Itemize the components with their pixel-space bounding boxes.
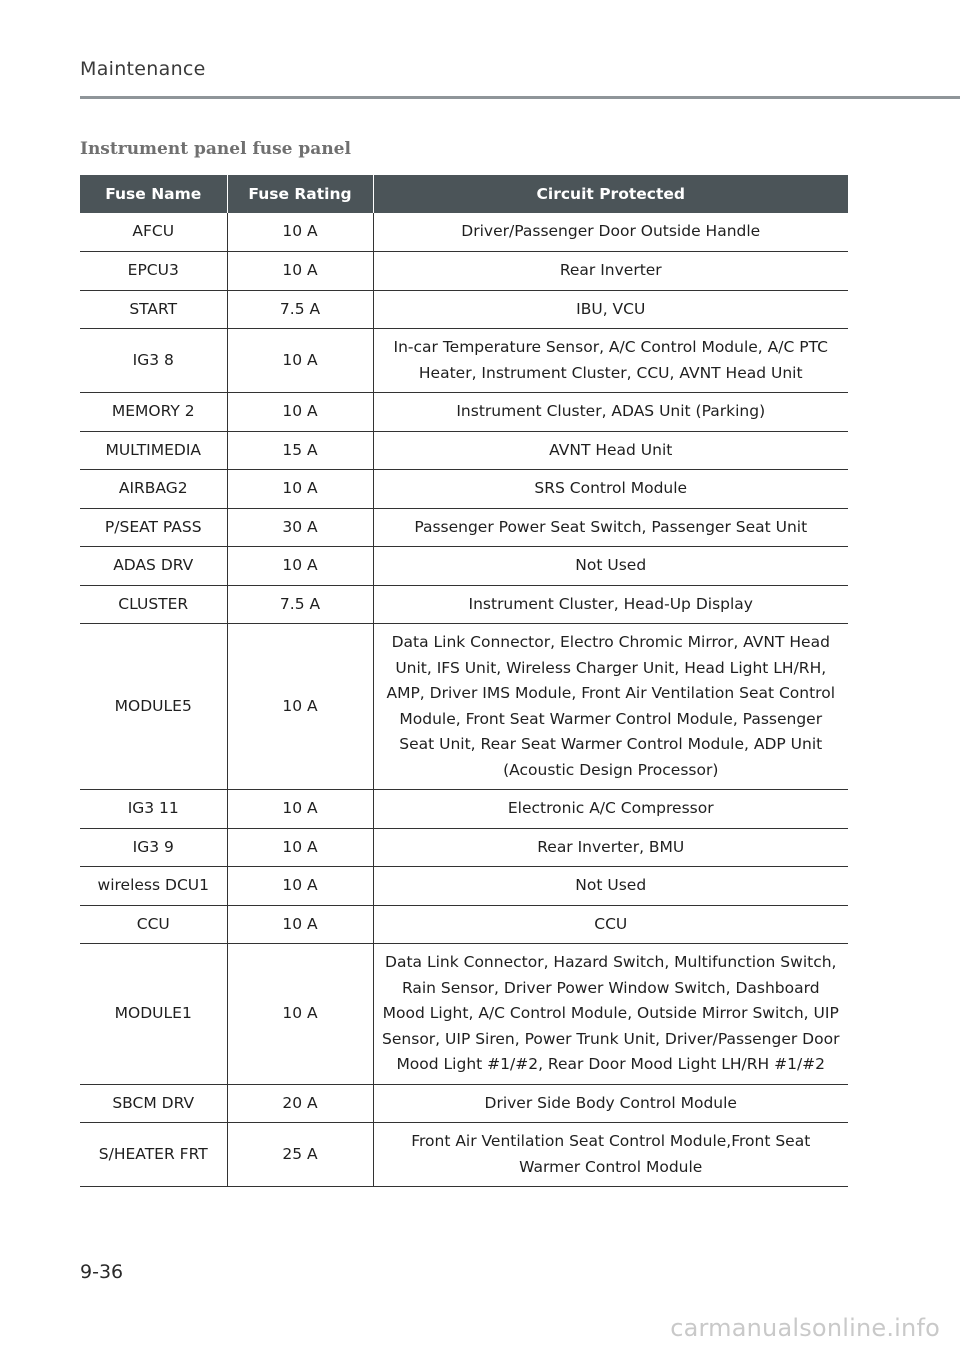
fuse-rating-cell: 10 A — [227, 867, 373, 906]
fuse-rating-cell: 7.5 A — [227, 290, 373, 329]
circuit-protected-cell: Driver/Passenger Door Outside Handle — [373, 213, 848, 252]
fuse-rating-cell: 7.5 A — [227, 585, 373, 624]
fuse-rating-cell: 10 A — [227, 905, 373, 944]
circuit-protected-cell: In-car Temperature Sensor, A/C Control Module, A/C PTC Heater, Instrument Cluster, CCU, AVNT Head Unit — [373, 329, 848, 393]
page-number: 9-36 — [80, 1261, 124, 1283]
fuse-name-cell: CCU — [80, 905, 227, 944]
fuse-rating-cell: 10 A — [227, 393, 373, 432]
fuse-rating-cell: 15 A — [227, 431, 373, 470]
table-header-row — [80, 175, 848, 213]
circuit-protected-cell: IBU, VCU — [373, 290, 848, 329]
circuit-protected-cell: Passenger Power Seat Switch, Passenger Seat Unit — [373, 508, 848, 547]
column-header-fuse-name: Fuse Name — [80, 175, 227, 213]
circuit-protected-cell: Not Used — [373, 867, 848, 906]
fuse-rating-cell: 30 A — [227, 508, 373, 547]
fuse-name-cell: IG3 8 — [80, 329, 227, 393]
fuse-rating-cell: 10 A — [227, 213, 373, 252]
fuse-name-cell: MODULE1 — [80, 944, 227, 1085]
table-row — [80, 585, 848, 624]
table-row — [80, 905, 848, 944]
fuse-name-cell: AFCU — [80, 213, 227, 252]
table-row — [80, 547, 848, 586]
fuse-rating-cell: 20 A — [227, 1084, 373, 1123]
fuse-name-cell: SBCM DRV — [80, 1084, 227, 1123]
fuse-rating-cell: 10 A — [227, 828, 373, 867]
circuit-protected-cell: Instrument Cluster, ADAS Unit (Parking) — [373, 393, 848, 432]
table-row — [80, 290, 848, 329]
fuse-name-cell: wireless DCU1 — [80, 867, 227, 906]
circuit-protected-cell: Instrument Cluster, Head-Up Display — [373, 585, 848, 624]
circuit-protected-cell: Driver Side Body Control Module — [373, 1084, 848, 1123]
fuse-rating-cell: 10 A — [227, 790, 373, 829]
fuse-name-cell: P/SEAT PASS — [80, 508, 227, 547]
circuit-protected-cell: CCU — [373, 905, 848, 944]
fuse-table — [80, 175, 848, 1187]
table-row — [80, 470, 848, 509]
table-row — [80, 790, 848, 829]
fuse-name-cell: MULTIMEDIA — [80, 431, 227, 470]
fuse-name-cell: S/HEATER FRT — [80, 1123, 227, 1187]
fuse-rating-cell: 10 A — [227, 329, 373, 393]
fuse-name-cell: ADAS DRV — [80, 547, 227, 586]
circuit-protected-cell: Not Used — [373, 547, 848, 586]
watermark: carmanualsonline.info — [670, 1314, 940, 1342]
circuit-protected-cell: Front Air Ventilation Seat Control Module,Front Seat Warmer Control Module — [373, 1123, 848, 1187]
fuse-rating-cell: 10 A — [227, 624, 373, 790]
fuse-rating-cell: 10 A — [227, 252, 373, 291]
table-row — [80, 944, 848, 1085]
table-row — [80, 508, 848, 547]
page-header-title: Maintenance — [80, 58, 206, 80]
fuse-name-cell: MODULE5 — [80, 624, 227, 790]
table-row — [80, 867, 848, 906]
fuse-name-cell: IG3 11 — [80, 790, 227, 829]
header-divider — [80, 96, 960, 99]
fuse-rating-cell: 10 A — [227, 470, 373, 509]
circuit-protected-cell: AVNT Head Unit — [373, 431, 848, 470]
column-header-fuse-rating: Fuse Rating — [227, 175, 373, 213]
circuit-protected-cell: Rear Inverter — [373, 252, 848, 291]
fuse-name-cell: AIRBAG2 — [80, 470, 227, 509]
table-row — [80, 252, 848, 291]
circuit-protected-cell: Data Link Connector, Electro Chromic Mirror, AVNT Head Unit, IFS Unit, Wireless Charger Unit, Head Light LH/RH, AMP, Driver IMS Module, Front Air Ventilation Seat Control Module, Front Seat Warmer Control Module, Passenger Seat Unit, Rear Seat Warmer Control Module, ADP Unit (Acoustic Design Processor) — [373, 624, 848, 790]
fuse-name-cell: START — [80, 290, 227, 329]
table-row — [80, 828, 848, 867]
table-row — [80, 431, 848, 470]
table-row — [80, 393, 848, 432]
column-header-circuit-protected: Circuit Protected — [373, 175, 848, 213]
fuse-name-cell: CLUSTER — [80, 585, 227, 624]
table-row — [80, 1123, 848, 1187]
table-row — [80, 1084, 848, 1123]
table-body — [80, 213, 848, 1187]
fuse-name-cell: IG3 9 — [80, 828, 227, 867]
table-row — [80, 213, 848, 252]
circuit-protected-cell: Electronic A/C Compressor — [373, 790, 848, 829]
table-row — [80, 329, 848, 393]
fuse-name-cell: MEMORY 2 — [80, 393, 227, 432]
circuit-protected-cell: Rear Inverter, BMU — [373, 828, 848, 867]
circuit-protected-cell: Data Link Connector, Hazard Switch, Multifunction Switch, Rain Sensor, Driver Power Window Switch, Dashboard Mood Light, A/C Control Module, Outside Mirror Switch, UIP Sensor, UIP Siren, Power Trunk Unit, Driver/Passenger Door Mood Light #1/#2, Rear Door Mood Light LH/RH #1/#2 — [373, 944, 848, 1085]
fuse-rating-cell: 10 A — [227, 944, 373, 1085]
fuse-name-cell: EPCU3 — [80, 252, 227, 291]
circuit-protected-cell: SRS Control Module — [373, 470, 848, 509]
table-row — [80, 624, 848, 790]
section-title: Instrument panel fuse panel — [80, 139, 351, 159]
fuse-rating-cell: 10 A — [227, 547, 373, 586]
fuse-rating-cell: 25 A — [227, 1123, 373, 1187]
